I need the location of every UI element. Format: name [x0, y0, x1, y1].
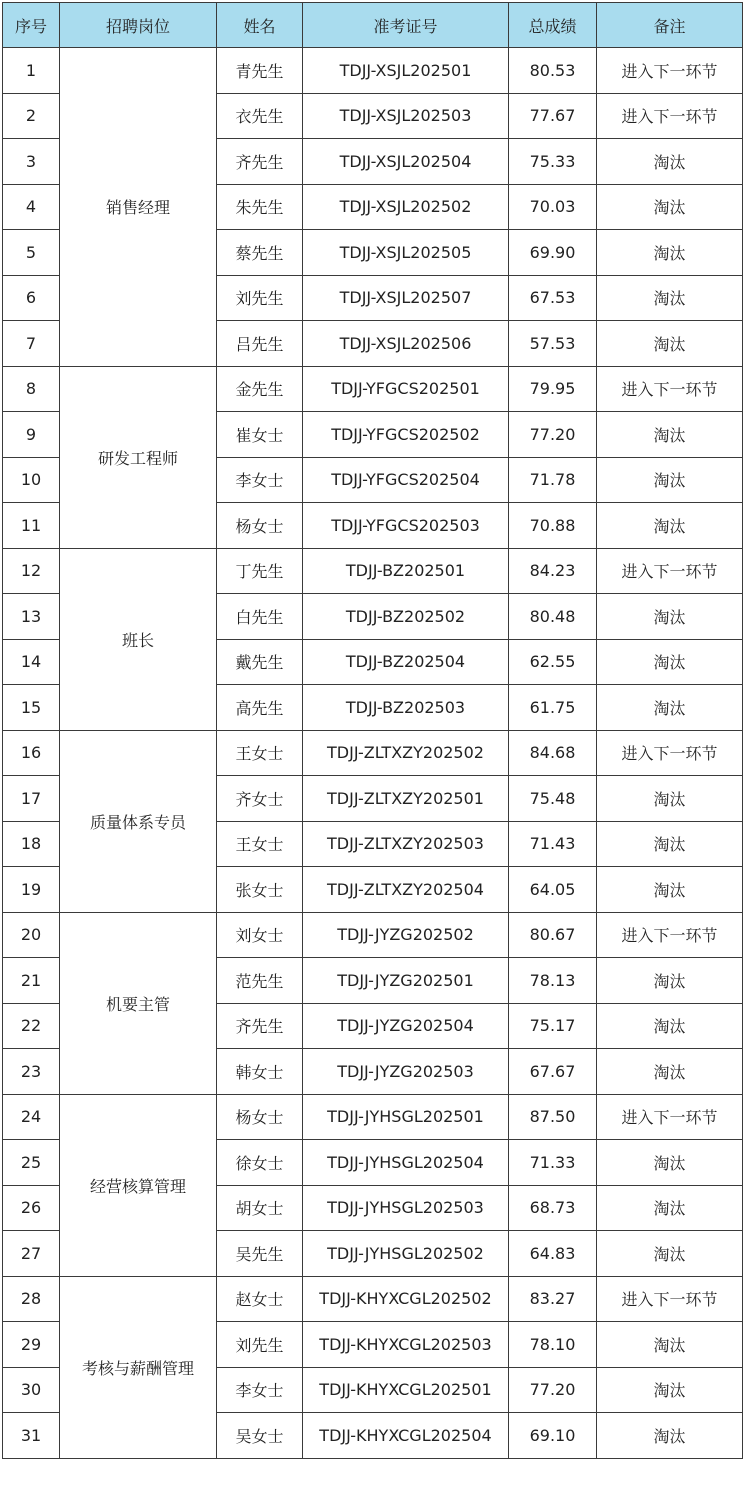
remark-cell: 进入下一环节 — [597, 1094, 743, 1140]
remark-cell: 淘汰 — [597, 1049, 743, 1095]
score-cell: 70.88 — [509, 503, 597, 549]
score-cell: 77.20 — [509, 1367, 597, 1413]
score-cell: 71.43 — [509, 821, 597, 867]
row-number-cell: 30 — [3, 1367, 60, 1413]
remark-cell: 淘汰 — [597, 139, 743, 185]
row-number-cell: 11 — [3, 503, 60, 549]
score-cell: 80.48 — [509, 594, 597, 640]
position-cell: 班长 — [60, 548, 217, 730]
exam-id-cell: TDJJ-YFGCS202501 — [303, 366, 509, 412]
remark-cell: 进入下一环节 — [597, 366, 743, 412]
remark-cell: 进入下一环节 — [597, 1276, 743, 1322]
name-cell: 杨女士 — [217, 503, 303, 549]
name-cell: 王女士 — [217, 821, 303, 867]
remark-cell: 淘汰 — [597, 776, 743, 822]
remark-cell: 淘汰 — [597, 457, 743, 503]
score-cell: 61.75 — [509, 685, 597, 731]
row-number-cell: 3 — [3, 139, 60, 185]
name-cell: 金先生 — [217, 366, 303, 412]
score-cell: 64.05 — [509, 867, 597, 913]
name-cell: 刘先生 — [217, 275, 303, 321]
row-number-cell: 9 — [3, 412, 60, 458]
exam-id-cell: TDJJ-KHYXCGL202503 — [303, 1322, 509, 1368]
remark-cell: 淘汰 — [597, 230, 743, 276]
exam-id-cell: TDJJ-KHYXCGL202502 — [303, 1276, 509, 1322]
score-cell: 84.68 — [509, 730, 597, 776]
row-number-cell: 6 — [3, 275, 60, 321]
row-number-cell: 18 — [3, 821, 60, 867]
score-cell: 80.67 — [509, 912, 597, 958]
exam-id-cell: TDJJ-YFGCS202504 — [303, 457, 509, 503]
row-number-cell: 29 — [3, 1322, 60, 1368]
remark-cell: 淘汰 — [597, 867, 743, 913]
remark-cell: 淘汰 — [597, 821, 743, 867]
results-table — [2, 2, 743, 1459]
exam-id-cell: TDJJ-XSJL202505 — [303, 230, 509, 276]
exam-id-cell: TDJJ-ZLTXZY202501 — [303, 776, 509, 822]
header-exam-id: 准考证号 — [303, 3, 509, 48]
position-cell: 研发工程师 — [60, 366, 217, 548]
remark-cell: 淘汰 — [597, 1367, 743, 1413]
score-cell: 78.13 — [509, 958, 597, 1004]
row-number-cell: 1 — [3, 48, 60, 94]
score-cell: 79.95 — [509, 366, 597, 412]
row-number-cell: 26 — [3, 1185, 60, 1231]
name-cell: 丁先生 — [217, 548, 303, 594]
position-cell: 考核与薪酬管理 — [60, 1276, 217, 1458]
remark-cell: 淘汰 — [597, 412, 743, 458]
exam-id-cell: TDJJ-JYZG202501 — [303, 958, 509, 1004]
remark-cell: 淘汰 — [597, 321, 743, 367]
name-cell: 张女士 — [217, 867, 303, 913]
exam-id-cell: TDJJ-YFGCS202503 — [303, 503, 509, 549]
name-cell: 衣先生 — [217, 93, 303, 139]
name-cell: 戴先生 — [217, 639, 303, 685]
row-number-cell: 5 — [3, 230, 60, 276]
score-cell: 69.90 — [509, 230, 597, 276]
exam-id-cell: TDJJ-BZ202503 — [303, 685, 509, 731]
table-row — [3, 730, 743, 776]
name-cell: 胡女士 — [217, 1185, 303, 1231]
row-number-cell: 22 — [3, 1003, 60, 1049]
row-number-cell: 15 — [3, 685, 60, 731]
row-number-cell: 31 — [3, 1413, 60, 1459]
remark-cell: 淘汰 — [597, 1231, 743, 1277]
row-number-cell: 4 — [3, 184, 60, 230]
name-cell: 刘女士 — [217, 912, 303, 958]
exam-id-cell: TDJJ-JYZG202504 — [303, 1003, 509, 1049]
table-row — [3, 548, 743, 594]
score-cell: 78.10 — [509, 1322, 597, 1368]
table-row — [3, 1094, 743, 1140]
name-cell: 刘先生 — [217, 1322, 303, 1368]
remark-cell: 淘汰 — [597, 639, 743, 685]
score-cell: 75.48 — [509, 776, 597, 822]
exam-id-cell: TDJJ-JYHSGL202503 — [303, 1185, 509, 1231]
exam-id-cell: TDJJ-JYHSGL202504 — [303, 1140, 509, 1186]
row-number-cell: 20 — [3, 912, 60, 958]
remark-cell: 淘汰 — [597, 958, 743, 1004]
score-cell: 77.20 — [509, 412, 597, 458]
row-number-cell: 23 — [3, 1049, 60, 1095]
remark-cell: 淘汰 — [597, 1003, 743, 1049]
name-cell: 范先生 — [217, 958, 303, 1004]
remark-cell: 淘汰 — [597, 1185, 743, 1231]
remark-cell: 进入下一环节 — [597, 548, 743, 594]
name-cell: 吴先生 — [217, 1231, 303, 1277]
score-cell: 71.78 — [509, 457, 597, 503]
score-cell: 57.53 — [509, 321, 597, 367]
exam-id-cell: TDJJ-BZ202502 — [303, 594, 509, 640]
score-cell: 68.73 — [509, 1185, 597, 1231]
name-cell: 吕先生 — [217, 321, 303, 367]
score-cell: 70.03 — [509, 184, 597, 230]
name-cell: 李女士 — [217, 457, 303, 503]
name-cell: 崔女士 — [217, 412, 303, 458]
remark-cell: 进入下一环节 — [597, 48, 743, 94]
name-cell: 蔡先生 — [217, 230, 303, 276]
position-cell: 质量体系专员 — [60, 730, 217, 912]
remark-cell: 淘汰 — [597, 1322, 743, 1368]
name-cell: 齐女士 — [217, 776, 303, 822]
remark-cell: 淘汰 — [597, 275, 743, 321]
remark-cell: 进入下一环节 — [597, 912, 743, 958]
exam-id-cell: TDJJ-XSJL202507 — [303, 275, 509, 321]
exam-id-cell: TDJJ-KHYXCGL202504 — [303, 1413, 509, 1459]
score-cell: 80.53 — [509, 48, 597, 94]
exam-id-cell: TDJJ-JYHSGL202502 — [303, 1231, 509, 1277]
table-row — [3, 366, 743, 412]
position-cell: 销售经理 — [60, 48, 217, 367]
row-number-cell: 12 — [3, 548, 60, 594]
score-cell: 64.83 — [509, 1231, 597, 1277]
position-cell: 机要主管 — [60, 912, 217, 1094]
score-cell: 83.27 — [509, 1276, 597, 1322]
header-remarks: 备注 — [597, 3, 743, 48]
exam-id-cell: TDJJ-ZLTXZY202503 — [303, 821, 509, 867]
header-total-score: 总成绩 — [509, 3, 597, 48]
remark-cell: 淘汰 — [597, 1140, 743, 1186]
header-name: 姓名 — [217, 3, 303, 48]
row-number-cell: 8 — [3, 366, 60, 412]
row-number-cell: 19 — [3, 867, 60, 913]
score-cell: 77.67 — [509, 93, 597, 139]
remark-cell: 淘汰 — [597, 184, 743, 230]
remark-cell: 淘汰 — [597, 1413, 743, 1459]
name-cell: 齐先生 — [217, 1003, 303, 1049]
name-cell: 徐女士 — [217, 1140, 303, 1186]
name-cell: 杨女士 — [217, 1094, 303, 1140]
score-cell: 71.33 — [509, 1140, 597, 1186]
name-cell: 吴女士 — [217, 1413, 303, 1459]
name-cell: 白先生 — [217, 594, 303, 640]
score-cell: 62.55 — [509, 639, 597, 685]
remark-cell: 淘汰 — [597, 503, 743, 549]
row-number-cell: 28 — [3, 1276, 60, 1322]
name-cell: 青先生 — [217, 48, 303, 94]
row-number-cell: 13 — [3, 594, 60, 640]
name-cell: 韩女士 — [217, 1049, 303, 1095]
exam-id-cell: TDJJ-JYZG202503 — [303, 1049, 509, 1095]
name-cell: 王女士 — [217, 730, 303, 776]
remark-cell: 进入下一环节 — [597, 93, 743, 139]
exam-id-cell: TDJJ-JYZG202502 — [303, 912, 509, 958]
row-number-cell: 27 — [3, 1231, 60, 1277]
score-cell: 69.10 — [509, 1413, 597, 1459]
exam-id-cell: TDJJ-XSJL202504 — [303, 139, 509, 185]
row-number-cell: 25 — [3, 1140, 60, 1186]
position-cell: 经营核算管理 — [60, 1094, 217, 1276]
exam-id-cell: TDJJ-JYHSGL202501 — [303, 1094, 509, 1140]
name-cell: 赵女士 — [217, 1276, 303, 1322]
score-cell: 75.33 — [509, 139, 597, 185]
score-cell: 84.23 — [509, 548, 597, 594]
remark-cell: 进入下一环节 — [597, 730, 743, 776]
table-row — [3, 48, 743, 94]
exam-id-cell: TDJJ-XSJL202502 — [303, 184, 509, 230]
row-number-cell: 21 — [3, 958, 60, 1004]
header-row — [3, 3, 743, 48]
table-body — [3, 48, 743, 1459]
name-cell: 齐先生 — [217, 139, 303, 185]
score-cell: 67.67 — [509, 1049, 597, 1095]
name-cell: 李女士 — [217, 1367, 303, 1413]
row-number-cell: 24 — [3, 1094, 60, 1140]
score-cell: 75.17 — [509, 1003, 597, 1049]
exam-id-cell: TDJJ-XSJL202506 — [303, 321, 509, 367]
row-number-cell: 16 — [3, 730, 60, 776]
exam-id-cell: TDJJ-KHYXCGL202501 — [303, 1367, 509, 1413]
row-number-cell: 17 — [3, 776, 60, 822]
row-number-cell: 2 — [3, 93, 60, 139]
table-row — [3, 1276, 743, 1322]
score-cell: 67.53 — [509, 275, 597, 321]
exam-id-cell: TDJJ-BZ202504 — [303, 639, 509, 685]
row-number-cell: 14 — [3, 639, 60, 685]
header-number: 序号 — [3, 3, 60, 48]
row-number-cell: 7 — [3, 321, 60, 367]
remark-cell: 淘汰 — [597, 594, 743, 640]
exam-id-cell: TDJJ-XSJL202503 — [303, 93, 509, 139]
row-number-cell: 10 — [3, 457, 60, 503]
score-cell: 87.50 — [509, 1094, 597, 1140]
exam-id-cell: TDJJ-YFGCS202502 — [303, 412, 509, 458]
name-cell: 朱先生 — [217, 184, 303, 230]
remark-cell: 淘汰 — [597, 685, 743, 731]
exam-id-cell: TDJJ-XSJL202501 — [303, 48, 509, 94]
header-position: 招聘岗位 — [60, 3, 217, 48]
exam-id-cell: TDJJ-ZLTXZY202504 — [303, 867, 509, 913]
exam-id-cell: TDJJ-BZ202501 — [303, 548, 509, 594]
table-row — [3, 912, 743, 958]
name-cell: 高先生 — [217, 685, 303, 731]
exam-id-cell: TDJJ-ZLTXZY202502 — [303, 730, 509, 776]
